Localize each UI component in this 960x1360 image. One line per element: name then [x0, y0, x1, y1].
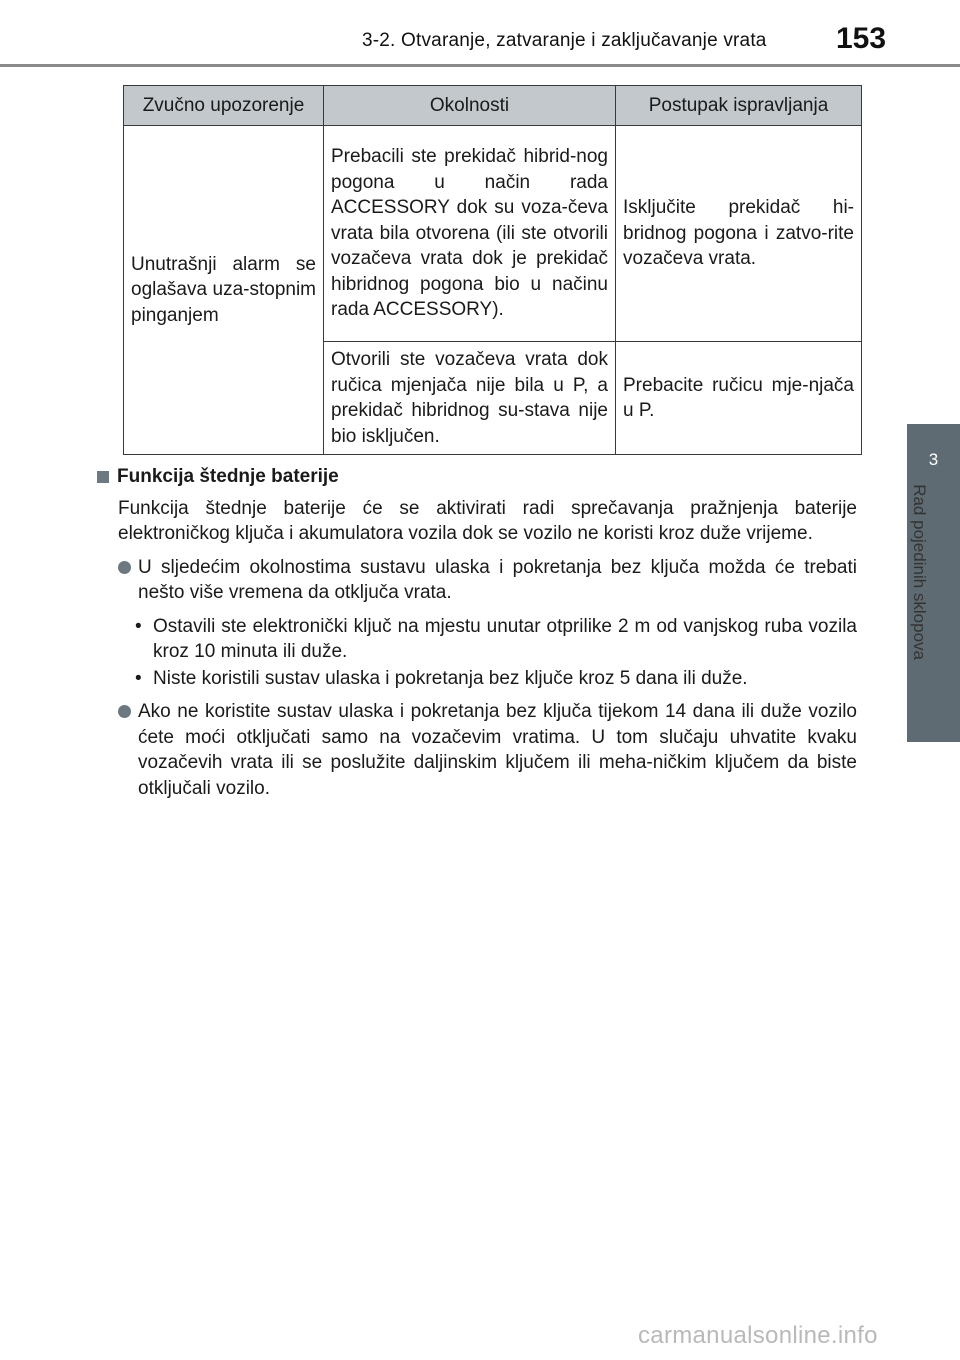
list-item-text: U sljedećim okolnostima sustavu ulaska i pokretanja bez ključa možda će trebati nešto više vremena da otključa vrata.: [138, 556, 857, 603]
sub-list-item-text: Niste koristili sustav ulaska i pokretanja bez ključe kroz 5 dana ili duže.: [153, 667, 748, 689]
sub-list-item: [135, 614, 857, 665]
sub-list-item-text: Ostavili ste elektronički ključ na mjestu unutar otprilike 2 m od vanjskog ruba vozila kroz 10 minuta ili duže.: [153, 615, 857, 662]
table-row: [124, 126, 862, 342]
header-correction: Postupak ispravljanja: [616, 86, 862, 126]
square-bullet-icon: [97, 471, 109, 483]
chapter-number: 3: [928, 450, 939, 469]
list-item: [97, 699, 857, 801]
circle-bullet-icon: [118, 705, 131, 718]
correction-cell: Isključite prekidač hi-bridnog pogona i zatvo-rite vozačeva vrata.: [616, 126, 862, 342]
watermark: carmanualsonline.info: [638, 1322, 878, 1349]
header-rule: [0, 64, 960, 67]
circumstance-cell: Prebacili ste prekidač hibrid-nog pogona u način rada ACCESSORY dok su voza-čeva vrata bila otvorena (ili ste otvorili vozačeva vrata dok je prekidač hibridnog pogona bio u načinu rada ACCESSORY).: [324, 126, 616, 342]
list-item: [97, 555, 857, 606]
battery-saving-section: [97, 464, 857, 801]
section-intro: Funkcija štednje baterije će se aktivirati radi sprečavanja pražnjenja baterije elektroničkog ključa i akumulatora vozila dok se vozilo ne koristi kroz duže vrijeme.: [118, 497, 857, 544]
warning-label-cell: Unutrašnji alarm se oglašava uza-stopnim pinganjem: [124, 126, 324, 455]
header-sound-warning: Zvučno upozorenje: [124, 86, 324, 126]
header-title: 3-2. Otvaranje, zatvaranje i zaključavanje vrata: [362, 30, 767, 51]
sub-list-item: [135, 666, 857, 692]
chapter-label: Rad pojedinih sklopova: [910, 484, 929, 660]
circumstance-cell: Otvorili ste vozačeva vrata dok ručica mjenjača nije bila u P, a prekidač hibridnog su-stava nije bio isključen.: [324, 342, 616, 455]
list-item-text: Ako ne koristite sustav ulaska i pokretanja bez ključa tijekom 14 dana ili duže vozilo ćete moći otključati samo na vozačevim vratima. U tom slučaju uhvatite kvaku vozačevih vrata ili se poslužite daljinskim ključem ili meha-ničkim ključem da biste otključali vozilo.: [138, 701, 857, 799]
circle-bullet-icon: [118, 561, 131, 574]
warning-table: [123, 85, 862, 455]
correction-cell: Prebacite ručicu mje-njača u P.: [616, 342, 862, 455]
section-heading-text: Funkcija štednje baterije: [117, 466, 339, 487]
table-header-row: [124, 86, 862, 126]
header-circumstances: Okolnosti: [324, 86, 616, 126]
sub-bullet: •: [135, 667, 142, 689]
page-number: 153: [836, 22, 887, 55]
sub-bullet: •: [135, 615, 142, 637]
section-heading: [97, 464, 857, 490]
